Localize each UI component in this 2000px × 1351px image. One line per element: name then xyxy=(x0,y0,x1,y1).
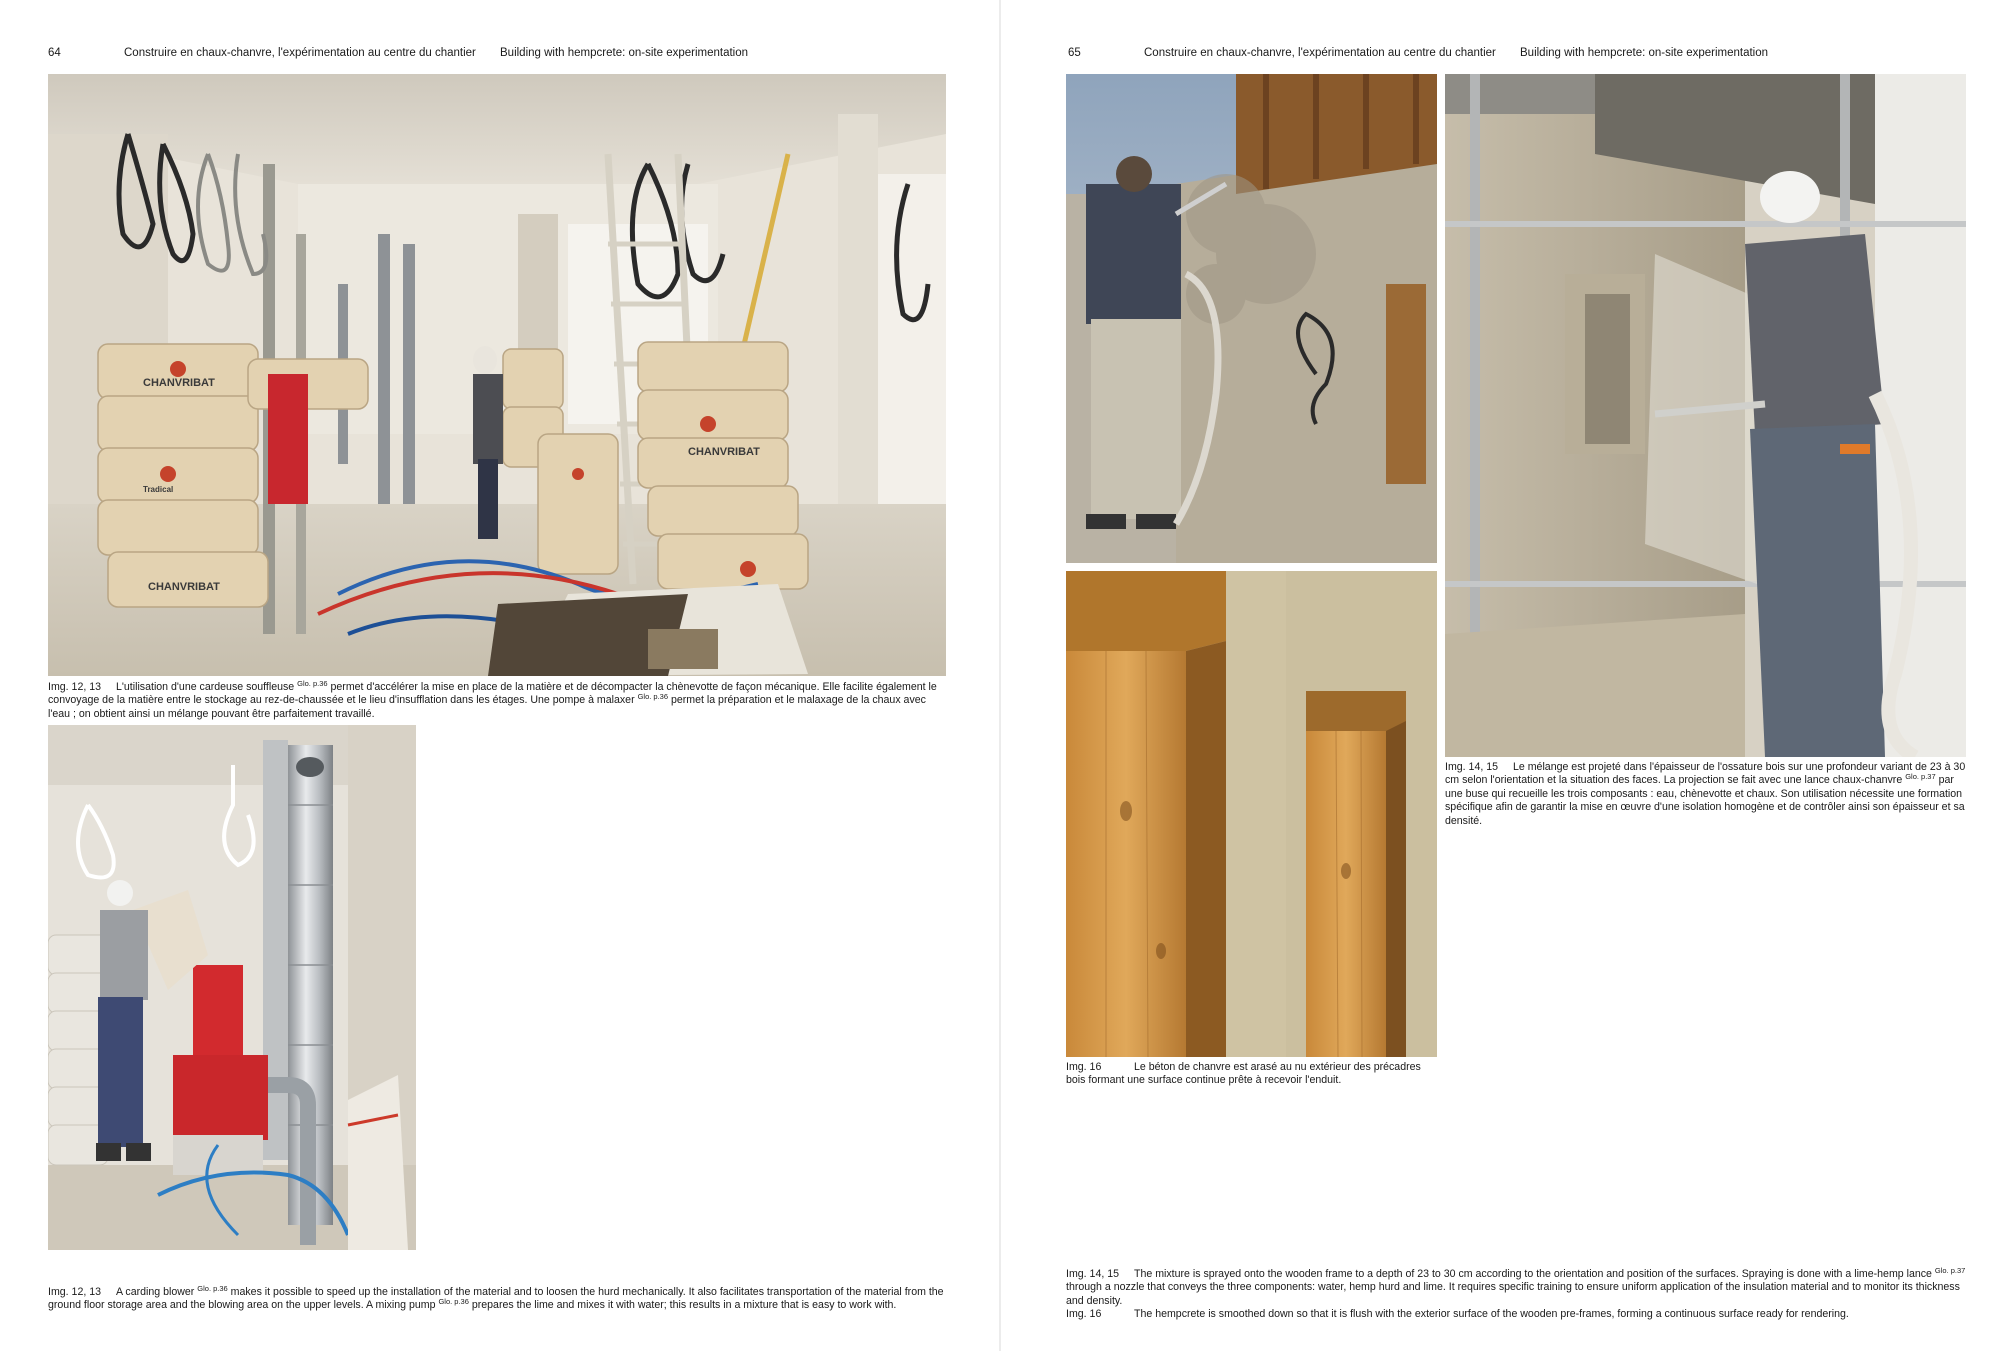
left-running-title-en: Building with hempcrete: on-site experimentation xyxy=(500,47,749,59)
caption-label: Img. 14, 15 xyxy=(1445,761,1498,773)
left-page-number: 64 xyxy=(48,47,61,59)
mixing-pump-illustration xyxy=(48,725,416,1250)
gutter-shadow xyxy=(999,0,1001,1351)
photo-window-reveals xyxy=(1066,571,1437,1057)
caption-label: Img. 16 xyxy=(1066,1308,1102,1321)
glossary-ref: Glo. p.36 xyxy=(438,1297,469,1307)
caption-text: Le mélange est projeté dans l'épaisseur de l'ossature bois sur une profondeur variant de 23 à 30 cm selon l'orientation et la situation des faces. La projection se fait avec une lance chaux-chanvre xyxy=(1445,761,1966,787)
photo-spraying-exterior xyxy=(1066,74,1437,563)
caption-right-en xyxy=(1066,1268,1966,1322)
glossary-ref: Glo. p.37 xyxy=(1905,772,1936,782)
glossary-ref: Glo. p.36 xyxy=(637,692,668,702)
caption-label: Img. 12, 13 xyxy=(48,1286,101,1298)
caption-text: permet d'accélérer la mise en place de la matière et de décompacter la chènevotte de façon mécanique. Elle facilite également le convoyage de la matière entre le stockage au rez-de-chaussée et le lieu d'insufflation dans les étages. Une pompe à malaxer xyxy=(48,681,937,707)
caption-text: through a nozzle that conveys the three components: water, hemp hurd and lime. It requires specific training to ensure uniform application of the insulation material and to monitor its thickness and density. xyxy=(1066,1281,1960,1307)
caption-label: Img. 14, 15 xyxy=(1066,1268,1119,1280)
caption-img-14-15-fr xyxy=(1445,761,1966,828)
spraying-exterior-illustration xyxy=(1066,74,1437,563)
caption-label: Img. 16 xyxy=(1066,1061,1102,1073)
spraying-scaffold-illustration xyxy=(1445,74,1966,757)
caption-img-12-13-en xyxy=(48,1286,946,1313)
bag-print-3: CHANVRIBAT xyxy=(688,446,760,458)
photo-spraying-scaffold xyxy=(1445,74,1966,757)
photo-mixing-pump xyxy=(48,725,416,1250)
caption-text: permet la préparation et le malaxage de la chaux avec l'eau ; on obtient ainsi un mélange pouvant être parfaitement travaillé. xyxy=(48,694,926,720)
glossary-ref: Glo. p.37 xyxy=(1934,1266,1966,1275)
caption-img-14-15-en xyxy=(1066,1268,1966,1308)
right-running-title-fr: Construire en chaux-chanvre, l'expérimentation au centre du chantier xyxy=(1144,47,1496,59)
caption-text: Le béton de chanvre est arasé au nu extérieur des précadres bois formant une surface continue prête à recevoir l'enduit. xyxy=(1066,1061,1421,1087)
window-reveals-illustration xyxy=(1066,571,1437,1057)
caption-text: L'utilisation d'une cardeuse souffleuse xyxy=(116,681,295,693)
caption-img-16-fr xyxy=(1066,1061,1437,1088)
bag-print-1: CHANVRIBAT xyxy=(143,377,215,389)
caption-text: par une buse qui recueille les trois composants : eau, chènevotte et chaux. Son utilisation nécessite une formation spécifique afin de garantir la mise en œuvre d'une isolation homogène et de contrôler ainsi son épaisseur et sa densité. xyxy=(1445,774,1965,827)
glossary-ref: Glo. p.36 xyxy=(197,1284,228,1293)
caption-img-12-13-fr xyxy=(48,681,946,721)
right-page-number: 65 xyxy=(1068,47,1081,59)
caption-text: makes it possible to speed up the installation of the material and to loosen the hurd mechanically. It also facilitates transportation of the material from the ground floor storage area and the blowing area on the upper levels. A mixing pump xyxy=(48,1286,944,1312)
glossary-ref: Glo. p.36 xyxy=(297,679,328,688)
bag-print-2: CHANVRIBAT xyxy=(148,581,220,593)
caption-text: prepares the lime and mixes it with water; this results in a mixture that is easy to work with. xyxy=(468,1299,897,1312)
construction-interior-illustration xyxy=(48,74,946,676)
caption-text: The hempcrete is smoothed down so that it is flush with the exterior surface of the wooden pre-frames, forming a continuous surface ready for rendering. xyxy=(1134,1308,1849,1321)
caption-img-16-en xyxy=(1066,1308,1966,1321)
bag-print-sub: Tradical xyxy=(143,485,174,494)
caption-label: Img. 12, 13 xyxy=(48,681,101,693)
caption-text: A carding blower xyxy=(116,1286,195,1298)
caption-text: The mixture is sprayed onto the wooden frame to a depth of 23 to 30 cm according to the orientation and position of the surfaces. Spraying is done with a lime-hemp lance xyxy=(1134,1268,1932,1280)
photo-interior-hemp-bags xyxy=(48,74,946,676)
right-running-title-en: Building with hempcrete: on-site experimentation xyxy=(1520,47,1769,59)
left-running-title-fr: Construire en chaux-chanvre, l'expérimentation au centre du chantier xyxy=(124,47,476,59)
